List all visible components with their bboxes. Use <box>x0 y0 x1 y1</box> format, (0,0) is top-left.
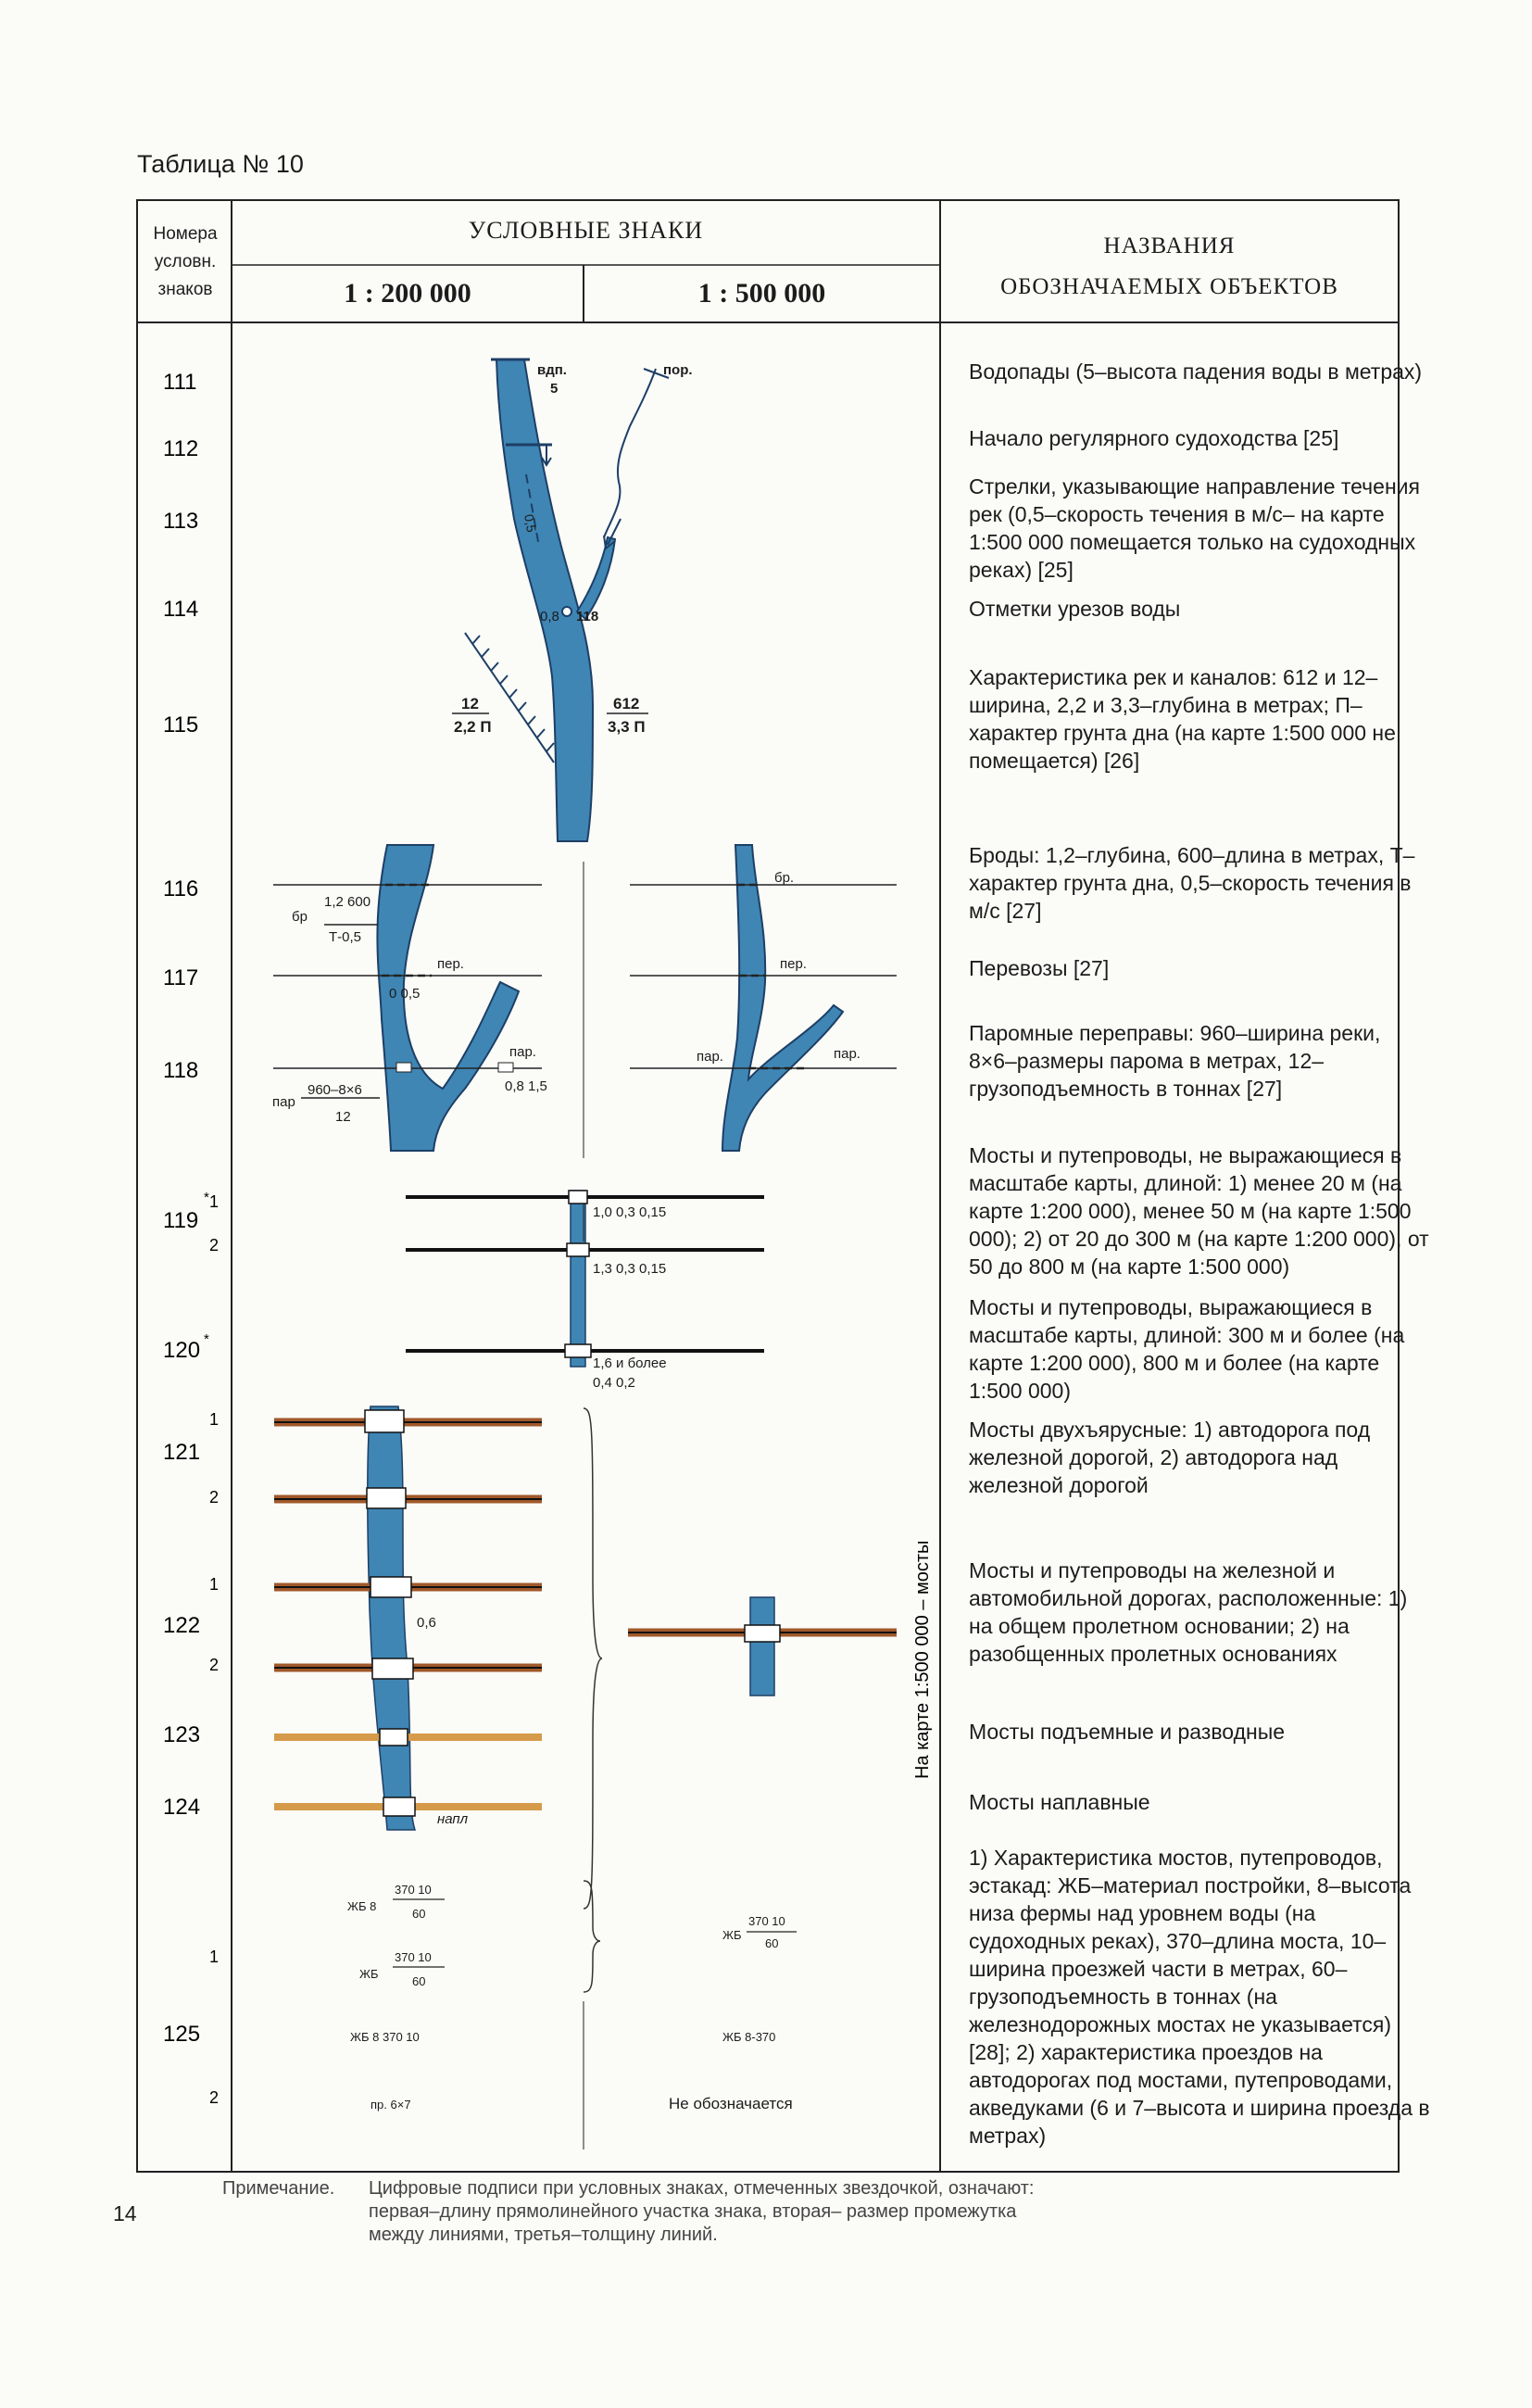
sub-121-2: 2 <box>209 1488 220 1507</box>
ferry-small-icon <box>498 1063 513 1072</box>
footnote-label: Примечание. <box>222 2178 335 2199</box>
number-114: 114 <box>163 597 199 622</box>
description-121: Мосты двухъярусные: 1) автодорога под железной дорогой, 2) автодорога над железной дорогой <box>969 1418 1371 1497</box>
number-118: 118 <box>163 1058 199 1083</box>
label-ford: бр <box>292 909 308 925</box>
bridge-119-1-icon <box>569 1191 587 1204</box>
label-ferry-small: 0,8 1,5 <box>505 1078 547 1094</box>
label-ferry-crossing: пер. <box>437 956 464 972</box>
header-numbers-col <box>139 221 232 304</box>
label-bridge-119-2: 1,3 0,3 0,15 <box>593 1261 667 1277</box>
header-numbers-3: знаков <box>157 280 213 299</box>
description-122: Мосты и путепроводы на железной и автомобильной дорогах, расположенные: 1) на общем пролетном основании; 2) на разобщенных пролетных основаниях <box>969 1558 1408 1666</box>
header-numbers-2: условн. <box>154 252 217 271</box>
header-scale-200k: 1 : 200 000 <box>344 278 471 309</box>
label-125-frac2-bottom: 60 <box>412 1974 426 1988</box>
label-bridge-120-a: 1,6 и более <box>593 1355 667 1371</box>
ferry-icon <box>396 1063 411 1072</box>
number-123: 123 <box>163 1722 201 1747</box>
description-116: Броды: 1,2–глубина, 600–длина в метрах, Т–характер грунта дна, 0,5–скорость течения в м/с [27] <box>969 843 1415 923</box>
number-116: 116 <box>163 876 199 901</box>
label-125-frac-top: 370 10 <box>395 1883 432 1897</box>
description-124: Мосты наплавные <box>969 1790 1150 1814</box>
label-125-500k-frac-bottom: 60 <box>765 1936 779 1950</box>
number-117: 117 <box>163 965 199 990</box>
description-125: 1) Характеристика мостов, путепроводов, эстакад: ЖБ–материал постройки, 8–высота низа фермы над уровнем воды (на судоходных реках), 370–длина моста, 10–ширина проезжей части в метрах, 60–грузоподъемность в тоннах (на железнодорожных мостах не указывается) [28]; 2) характеристика проездов на автодорогах под мостами, путепроводами, акведуками (6 и 7–высота и ширина проезда в метрах) <box>969 1846 1430 2148</box>
label-bridge-120-b: 0,4 0,2 <box>593 1375 635 1391</box>
header-signs: УСЛОВНЫЕ ЗНАКИ <box>468 217 704 244</box>
label-125-frac2-top: 370 10 <box>395 1950 432 1964</box>
label-ford-500k: бр. <box>774 870 795 886</box>
label-mark-b: 118 <box>576 609 599 624</box>
number-121: 121 <box>163 1440 201 1465</box>
number-113: 113 <box>163 509 199 534</box>
river-122-500k <box>750 1597 774 1696</box>
label-125-500k-line: ЖБ 8-370 <box>722 2030 776 2044</box>
page-number: 14 <box>113 2201 137 2225</box>
label-125-500k-frac-top: 370 10 <box>748 1914 785 1928</box>
label-floating-bridge: напл <box>437 1811 469 1827</box>
label-por: пор. <box>663 362 693 378</box>
label-speed: 0,5 <box>521 512 540 534</box>
label-ferry-top: 960–8×6 <box>308 1082 362 1098</box>
description-115: Характеристика рек и каналов: 612 и 12–ширина, 2,2 и 3,3–глубина в метрах; П–характер грунта дна (на карте 1:500 000 не помещается) [26] <box>969 665 1396 773</box>
description-113: Стрелки, указывающие направление течения рек (0,5–скорость течения в м/с– на карте 1:500 000 помещается только на судоходных реках) [25] <box>969 474 1420 582</box>
water-mark-icon <box>562 607 571 616</box>
label-crossing-500k: пер. <box>780 956 807 972</box>
label-ferry-500k-right: пар. <box>834 1046 860 1062</box>
bridge-121-2-icon <box>367 1488 406 1508</box>
label-vdp: вдп. <box>537 362 567 378</box>
sub-125-1: 1 <box>209 1948 220 1966</box>
label-125-zhb: ЖБ <box>359 1967 379 1981</box>
label-depth-right: 3,3 П <box>608 718 646 736</box>
bridge-119-2-icon <box>567 1243 589 1256</box>
footnote-line-3: между линиями, третья–толщину линий. <box>369 2225 718 2245</box>
description-112: Начало регулярного судоходства [25] <box>969 426 1339 450</box>
bridge-124-icon <box>383 1797 415 1816</box>
sub-122-1: 1 <box>209 1575 220 1594</box>
number-122: 122 <box>163 1613 201 1638</box>
label-crossing-speed: 0 0,5 <box>389 986 421 1002</box>
label-ferry-500k-left: пар. <box>697 1049 723 1065</box>
label-125-frac-bottom: 60 <box>412 1907 426 1921</box>
sub-122-2: 2 <box>209 1656 220 1674</box>
sub-125-2: 2 <box>209 2088 220 2107</box>
brace-125 <box>584 1881 600 1992</box>
number-112: 112 <box>163 436 199 461</box>
number-120: 120 <box>163 1338 201 1363</box>
table-title: Таблица № 10 <box>137 150 304 178</box>
label-125-line: ЖБ 8 370 10 <box>350 2030 420 2044</box>
bridge-123-icon <box>380 1729 408 1746</box>
number-124: 124 <box>163 1795 201 1820</box>
label-width-left: 12 <box>461 695 479 712</box>
label-not-shown: Не обозначается <box>669 2095 793 2112</box>
river-main <box>496 359 615 841</box>
label-vdp-height: 5 <box>550 381 559 397</box>
header-scale-500k: 1 : 500 000 <box>697 278 826 309</box>
number-125: 125 <box>163 2022 201 2047</box>
star-119: * <box>204 1190 209 1205</box>
description-118: Паромные переправы: 960–ширина реки, 8×6–размеры парома в метрах, 12– грузоподъемность в тоннах [27] <box>969 1021 1381 1101</box>
river-116-500k <box>722 845 843 1151</box>
sub-121-1: 1 <box>209 1410 220 1429</box>
label-width-right: 612 <box>613 695 640 712</box>
label-bridge-119-1: 1,0 0,3 0,15 <box>593 1204 667 1220</box>
header-names-2: ОБОЗНАЧАЕМЫХ ОБЪЕКТОВ <box>1000 274 1338 299</box>
bridge-121-1-icon <box>365 1410 404 1432</box>
bridge-122-2-icon <box>372 1658 413 1679</box>
description-117: Перевозы [27] <box>969 956 1110 980</box>
description-114: Отметки урезов воды <box>969 597 1181 621</box>
footnote-text <box>369 2177 1304 2247</box>
description-120: Мосты и путепроводы, выражающиеся в масштабе карты, длиной: 300 м и более (на карте 1:200 000), 800 м и более (на карте 1:500 000) <box>969 1295 1405 1403</box>
description-119: Мосты и путепроводы, не выражающиеся в масштабе карты, длиной: 1) менее 20 м (на карте 1:200 000), менее 50 м (на карте 1:500 000); 2) от 20 до 300 м (на карте 1:200 000), от 50 до 800 м (на карте 1:500 000) <box>969 1143 1429 1279</box>
brace-121-125 <box>584 1408 602 1909</box>
label-ford-top: 1,2 600 <box>324 894 371 910</box>
header-names-1: НАЗВАНИЯ <box>1103 233 1236 258</box>
label-ford-bottom: Т-0,5 <box>329 929 362 945</box>
sub-119-1: 1 <box>209 1192 220 1211</box>
label-125-500k-zhb: ЖБ <box>722 1928 742 1942</box>
label-ferry-bottom: 12 <box>335 1109 351 1125</box>
number-119: 119 <box>163 1208 199 1233</box>
description-111: Водопады (5–высота падения воды в метрах) <box>969 359 1423 384</box>
number-111: 111 <box>163 370 197 395</box>
river-tributary <box>604 369 656 537</box>
label-ferry-left: пар <box>272 1094 295 1110</box>
label-bridge-122: 0,6 <box>417 1615 436 1631</box>
footnote-line-1: Цифровые подписи при условных знаках, отмеченных звездочкой, означают: <box>369 2178 1035 2199</box>
side-note-500k-bridges: На карте 1:500 000 – мосты <box>912 1540 933 1779</box>
header-numbers-1: Номера <box>153 224 218 244</box>
label-mark-a: 0,8 <box>540 609 559 624</box>
label-depth-left: 2,2 П <box>454 718 492 736</box>
bridge-120-icon <box>565 1344 591 1357</box>
label-125-passage: пр. 6×7 <box>370 2098 411 2112</box>
bridge-122-500k-icon <box>745 1625 780 1642</box>
number-115: 115 <box>163 712 199 738</box>
footnote-line-2: первая–длину прямолинейного участка знака, вторая– размер промежутка <box>369 2201 1017 2222</box>
star-120: * <box>204 1331 209 1347</box>
sub-119-2: 2 <box>209 1236 220 1254</box>
header-names-col <box>940 226 1399 308</box>
label-ferry: пар. <box>509 1044 536 1060</box>
river-121 <box>368 1406 415 1830</box>
label-125-zhb8: ЖБ 8 <box>347 1899 377 1913</box>
bridge-122-1-icon <box>370 1577 411 1597</box>
description-123: Мосты подъемные и разводные <box>969 1720 1286 1744</box>
